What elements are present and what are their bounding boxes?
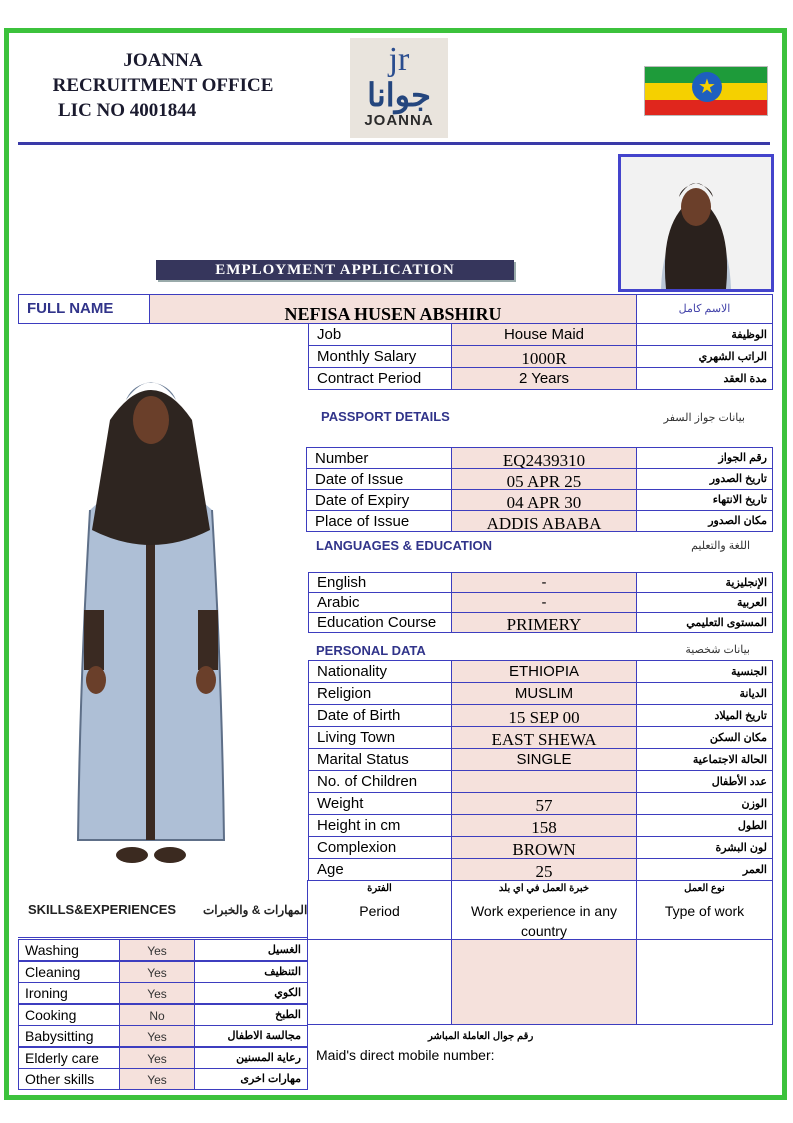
- experience-work-header: خبرة العمل في اي بلد Work experience in any country: [451, 880, 637, 940]
- skill-label-ar: رعاية المسنين: [194, 1047, 308, 1069]
- personal-rows-label-ar: الوزن: [636, 792, 773, 815]
- personal-section-title: PERSONAL DATA: [316, 643, 426, 658]
- personal-rows-value[interactable]: 158: [451, 814, 637, 837]
- ethiopia-flag-icon: ★: [644, 66, 768, 116]
- job-value[interactable]: 2 Years: [451, 367, 637, 390]
- skill-value[interactable]: No: [119, 1004, 195, 1026]
- personal-rows-label: Complexion: [308, 836, 452, 859]
- job-value[interactable]: 1000R: [451, 345, 637, 368]
- skill-label: Other skills: [18, 1068, 120, 1090]
- mobile-label: Maid's direct mobile number:: [316, 1047, 495, 1063]
- personal-rows-value[interactable]: MUSLIM: [451, 682, 637, 705]
- personal-rows-value[interactable]: ETHIOPIA: [451, 660, 637, 683]
- personal-rows-label: Date of Birth: [308, 704, 452, 727]
- job-label: Monthly Salary: [308, 345, 452, 368]
- experience-type-header: نوع العمل Type of work: [636, 880, 773, 940]
- job-label: Job: [308, 323, 452, 346]
- skills-header: [18, 880, 308, 938]
- languages-rows-label: Education Course: [308, 612, 452, 633]
- skill-value[interactable]: Yes: [119, 1068, 195, 1090]
- personal-rows-label: Height in cm: [308, 814, 452, 837]
- skill-label: Washing: [18, 939, 120, 961]
- experience-work-cell[interactable]: [451, 939, 637, 1025]
- skill-label: Ironing: [18, 982, 120, 1004]
- personal-rows-value[interactable]: [451, 770, 637, 793]
- mobile-number-box[interactable]: [307, 1024, 773, 1088]
- office-name: JOANNA: [123, 50, 203, 71]
- skill-value[interactable]: Yes: [119, 982, 195, 1004]
- skill-value[interactable]: Yes: [119, 1025, 195, 1047]
- experience-period-cell[interactable]: [307, 939, 452, 1025]
- personal-rows-label-ar: الحالة الاجتماعية: [636, 748, 773, 771]
- languages-rows-label-ar: العربية: [636, 592, 773, 613]
- personal-rows-label-ar: الجنسية: [636, 660, 773, 683]
- personal-rows-label-ar: مكان السكن: [636, 726, 773, 749]
- skill-label-ar: التنظيف: [194, 961, 308, 983]
- passport-rows-value[interactable]: EQ2439310: [451, 447, 637, 469]
- skill-label-ar: الطبخ: [194, 1004, 308, 1026]
- languages-rows-label: English: [308, 572, 452, 593]
- experience-period-header: الفترة Period: [307, 880, 452, 940]
- languages-rows-label-ar: الإنجليزية: [636, 572, 773, 593]
- personal-rows-label-ar: لون البشرة: [636, 836, 773, 859]
- header-rule: [18, 142, 770, 145]
- personal-rows-label: No. of Children: [308, 770, 452, 793]
- employment-application-banner: EMPLOYMENT APPLICATION: [156, 260, 514, 280]
- languages-section-title-ar: اللغة والتعليم: [691, 540, 750, 552]
- personal-rows-label-ar: الديانة: [636, 682, 773, 705]
- skill-label-ar: مجالسة الاطفال: [194, 1025, 308, 1047]
- skill-label: Babysitting: [18, 1025, 120, 1047]
- personal-rows-label-ar: تاريخ الميلاد: [636, 704, 773, 727]
- skills-title: SKILLS&EXPERIENCES: [28, 902, 177, 917]
- full-name-value: NEFISA HUSEN ABSHIRU: [149, 294, 637, 324]
- job-label-ar: الراتب الشهري: [636, 345, 773, 368]
- skill-label: Elderly care: [18, 1047, 120, 1069]
- passport-rows-label-ar: مكان الصدور: [636, 510, 773, 532]
- skill-label: Cleaning: [18, 961, 120, 983]
- office-header: [18, 48, 308, 123]
- personal-rows-label: Living Town: [308, 726, 452, 749]
- passport-rows-label-ar: تاريخ الصدور: [636, 468, 773, 490]
- personal-rows-label-ar: العمر: [636, 858, 773, 881]
- skill-label-ar: الكوي: [194, 982, 308, 1004]
- logo-mark: jr: [388, 41, 410, 78]
- personal-rows-label: Religion: [308, 682, 452, 705]
- languages-rows-value[interactable]: -: [451, 592, 637, 613]
- passport-section-title-ar: بيانات جواز السفر: [663, 412, 745, 424]
- skill-label: Cooking: [18, 1004, 120, 1026]
- job-value[interactable]: House Maid: [451, 323, 637, 346]
- languages-rows-label: Arabic: [308, 592, 452, 613]
- skills-title-ar: المهارات & والخبرات: [203, 903, 308, 917]
- passport-rows-value[interactable]: 05 APR 25: [451, 468, 637, 490]
- passport-rows-label: Number: [306, 447, 452, 469]
- experience-type-cell[interactable]: [636, 939, 773, 1025]
- personal-rows-label: Age: [308, 858, 452, 881]
- personal-rows-value[interactable]: EAST SHEWA: [451, 726, 637, 749]
- personal-rows-value[interactable]: SINGLE: [451, 748, 637, 771]
- joanna-logo: [350, 38, 448, 138]
- skill-value[interactable]: Yes: [119, 961, 195, 983]
- logo-arabic: جوانا: [367, 77, 431, 113]
- personal-rows-label: Weight: [308, 792, 452, 815]
- full-name-label-ar: الاسم كامل: [636, 294, 773, 324]
- passport-rows-value[interactable]: 04 APR 30: [451, 489, 637, 511]
- personal-section-title-ar: بيانات شخصية: [685, 644, 750, 656]
- passport-rows-label: Place of Issue: [306, 510, 452, 532]
- languages-section-title: LANGUAGES & EDUCATION: [316, 538, 492, 553]
- job-label-ar: الوظيفة: [636, 323, 773, 346]
- skill-label-ar: مهارات اخرى: [194, 1068, 308, 1090]
- skill-value[interactable]: Yes: [119, 1047, 195, 1069]
- logo-english: JOANNA: [364, 112, 434, 129]
- passport-rows-label-ar: تاريخ الانتهاء: [636, 489, 773, 511]
- skill-label-ar: الغسيل: [194, 939, 308, 961]
- mobile-label-ar: رقم جوال العاملة المباشر: [428, 1031, 534, 1042]
- personal-rows-label-ar: عدد الأطفال: [636, 770, 773, 793]
- full-name-label: FULL NAME: [18, 294, 150, 324]
- passport-section-title: PASSPORT DETAILS: [321, 409, 450, 424]
- personal-rows-value[interactable]: 25: [451, 858, 637, 881]
- passport-rows-label: Date of Expiry: [306, 489, 452, 511]
- personal-rows-label: Marital Status: [308, 748, 452, 771]
- portrait-photo: [618, 154, 774, 292]
- personal-rows-label: Nationality: [308, 660, 452, 683]
- office-subtitle: RECRUITMENT OFFICE: [52, 75, 274, 96]
- languages-rows-value[interactable]: -: [451, 572, 637, 593]
- languages-rows-label-ar: المستوى التعليمي: [636, 612, 773, 633]
- passport-rows-label-ar: رقم الجواز: [636, 447, 773, 469]
- passport-rows-value[interactable]: ADDIS ABABA: [451, 510, 637, 532]
- personal-rows-value[interactable]: 15 SEP 00: [451, 704, 637, 727]
- job-label: Contract Period: [308, 367, 452, 390]
- languages-rows-value[interactable]: PRIMERY: [451, 612, 637, 633]
- personal-rows-value[interactable]: 57: [451, 792, 637, 815]
- license-number: LIC NO 4001844: [58, 100, 197, 121]
- job-label-ar: مدة العقد: [636, 367, 773, 390]
- skill-value[interactable]: Yes: [119, 939, 195, 961]
- personal-rows-label-ar: الطول: [636, 814, 773, 837]
- passport-rows-label: Date of Issue: [306, 468, 452, 490]
- full-body-photo: [60, 360, 242, 880]
- personal-rows-value[interactable]: BROWN: [451, 836, 637, 859]
